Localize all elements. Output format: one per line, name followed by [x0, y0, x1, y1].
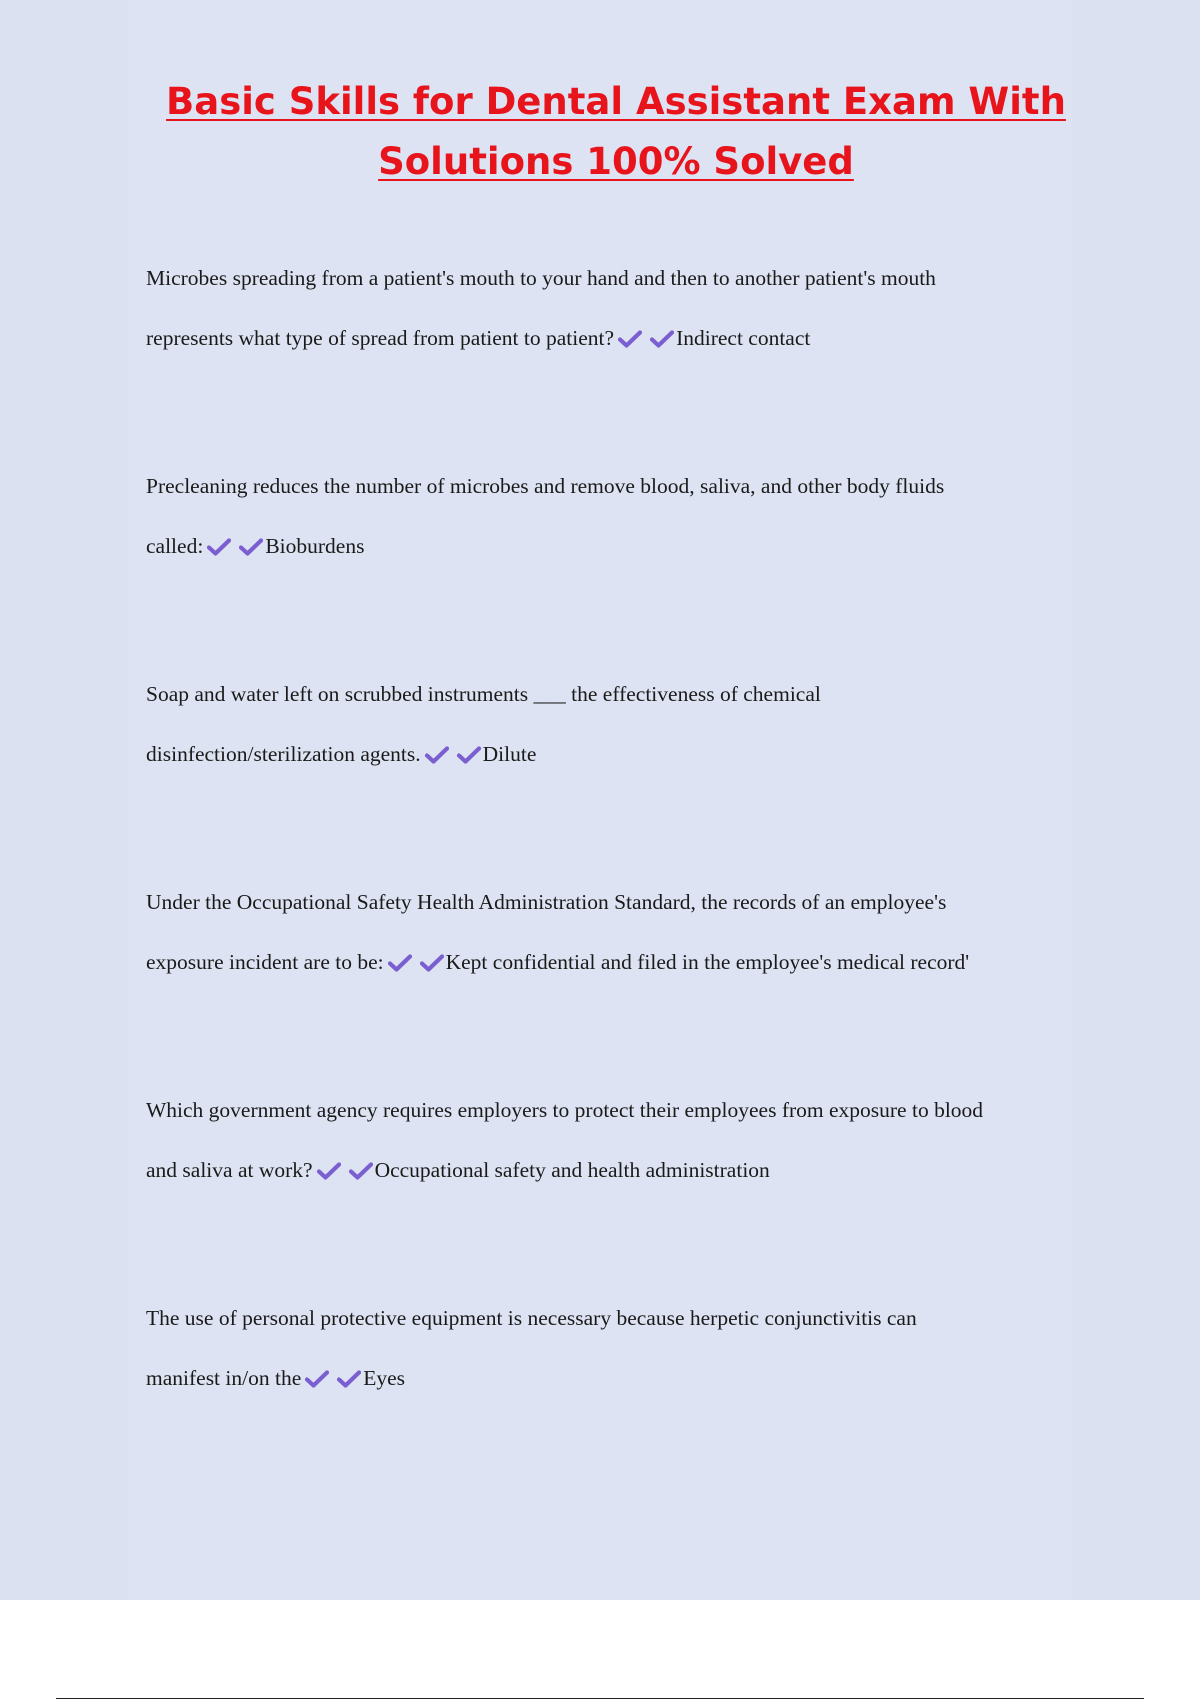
question-text-line-2	[146, 1348, 1096, 1408]
check-icon	[420, 935, 444, 953]
question-text-line-1: The use of personal protective equipment is necessary because herpetic conjunctivitis can	[146, 1306, 917, 1330]
check-icon	[618, 311, 642, 329]
answer-text: Indirect contact	[676, 326, 811, 350]
question-item	[146, 1288, 1096, 1408]
footer-divider	[56, 1698, 1144, 1699]
question-text: called:	[146, 534, 204, 558]
check-icon	[349, 1143, 373, 1161]
question-text-line-1: Soap and water left on scrubbed instruments ___ the effectiveness of chemical	[146, 682, 821, 706]
answer-text: Dilute	[482, 742, 537, 766]
question-text: manifest in/on the	[146, 1366, 302, 1390]
question-item	[146, 872, 1096, 992]
check-icon	[425, 727, 449, 745]
check-icon	[305, 1351, 329, 1369]
question-text-line-1: Which government agency requires employers to protect their employees from exposure to blood	[146, 1098, 984, 1122]
answer-text: Kept confidential and filed in the employee's medical record'	[445, 950, 970, 974]
answer-text: Occupational safety and health administration	[374, 1158, 770, 1182]
question-text-line-2	[146, 724, 1096, 784]
check-icon	[650, 311, 674, 329]
title-line-1: Basic Skills for Dental Assistant Exam With	[166, 80, 1066, 123]
check-icon	[337, 1351, 361, 1369]
title-line-2: Solutions 100% Solved	[378, 140, 854, 183]
check-icon	[317, 1143, 341, 1161]
question-text: exposure incident are to be:	[146, 950, 384, 974]
question-text-line-1: Under the Occupational Safety Health Administration Standard, the records of an employee's	[146, 890, 947, 914]
question-text-line-1: Microbes spreading from a patient's mouth to your hand and then to another patient's mouth	[146, 266, 936, 290]
question-item	[146, 248, 1096, 368]
question-text-line-2	[146, 516, 1096, 576]
answer-text: Bioburdens	[265, 534, 365, 558]
answer-text: Eyes	[363, 1366, 406, 1390]
question-text-line-2	[146, 1140, 1096, 1200]
question-text: and saliva at work?	[146, 1158, 313, 1182]
check-icon	[388, 935, 412, 953]
check-icon	[239, 519, 263, 537]
check-icon	[207, 519, 231, 537]
question-item	[146, 1080, 1096, 1200]
document-title	[0, 72, 1200, 192]
question-item	[146, 664, 1096, 784]
question-text: disinfection/sterilization agents.	[146, 742, 421, 766]
question-item	[146, 456, 1096, 576]
question-text-line-1: Precleaning reduces the number of microbes and remove blood, saliva, and other body fluids	[146, 474, 945, 498]
question-text-line-2	[146, 308, 1096, 368]
check-icon	[457, 727, 481, 745]
question-text-line-2	[146, 932, 1096, 992]
question-text: represents what type of spread from patient to patient?	[146, 326, 615, 350]
